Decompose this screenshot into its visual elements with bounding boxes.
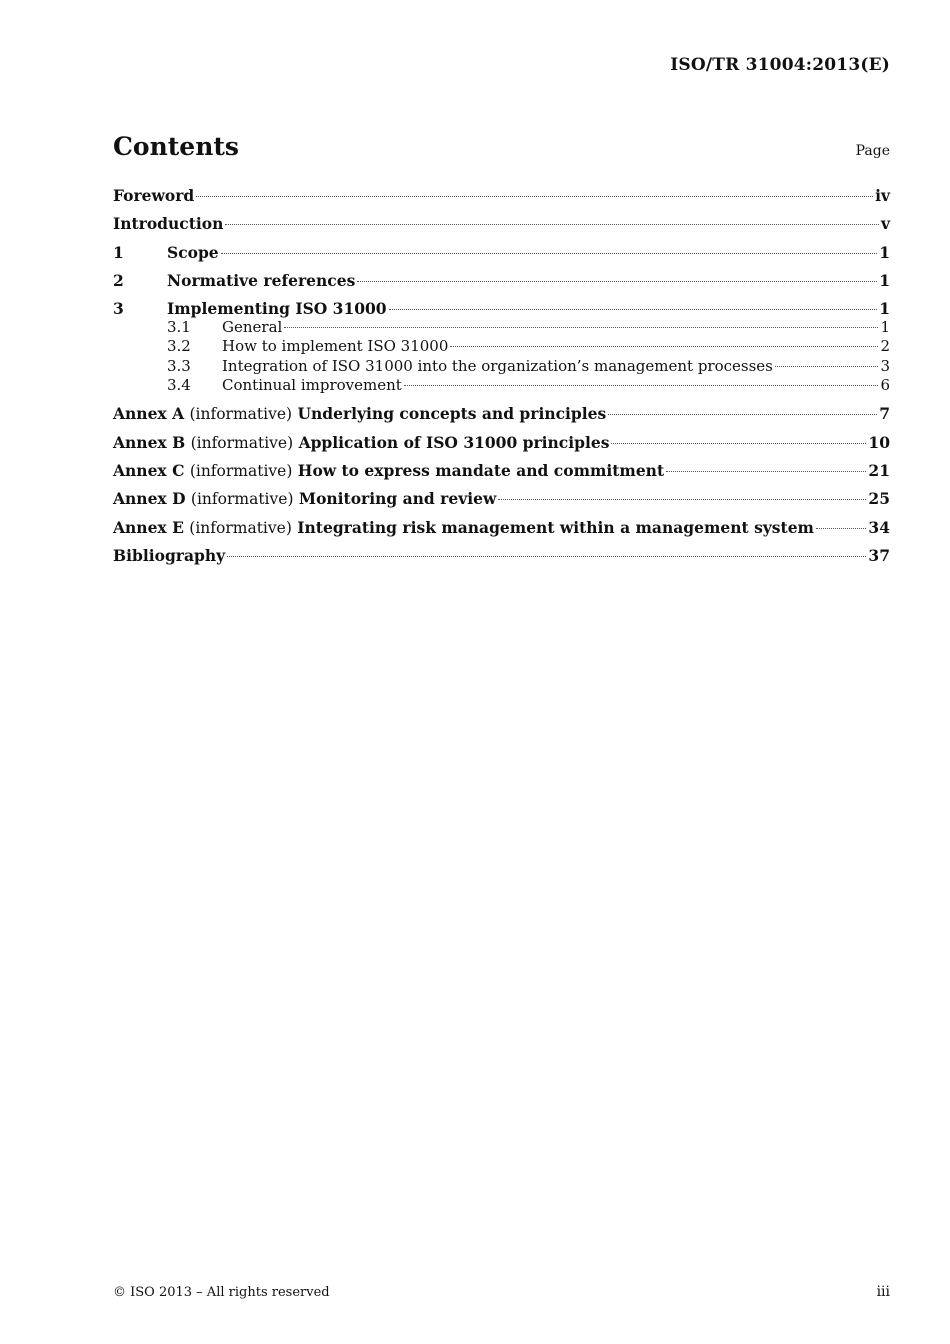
annex-kind: (informative) — [190, 433, 294, 452]
dot-leader — [357, 281, 877, 282]
toc-entry-page: iv — [875, 186, 890, 205]
annex-label: Annex D — [113, 489, 186, 509]
toc-entry-page: 1 — [880, 318, 890, 337]
toc-entry-title: Bibliography — [113, 545, 226, 565]
toc-entry-title: General — [222, 318, 283, 337]
toc-subentry-how-to-implement[interactable] — [113, 337, 890, 356]
toc-entry-page: 1 — [879, 270, 890, 290]
dot-leader — [284, 327, 878, 328]
dot-leader — [196, 196, 873, 197]
dot-leader — [389, 309, 878, 310]
dot-leader — [404, 385, 879, 386]
copyright-notice: © ISO 2013 – All rights reserved — [113, 1285, 330, 1300]
toc-subentry-integration[interactable] — [113, 357, 890, 376]
toc-entry-bibliography[interactable] — [113, 545, 890, 573]
annex-kind: (informative) — [189, 405, 293, 424]
dot-leader — [666, 471, 866, 472]
toc-entry-annex-c[interactable] — [113, 460, 890, 488]
document-id: ISO/TR 31004:2013(E) — [670, 55, 890, 75]
dot-leader — [227, 556, 866, 557]
toc-entry-annex-b[interactable] — [113, 432, 890, 460]
toc-entry-page: 21 — [868, 460, 890, 480]
dot-leader — [816, 528, 866, 529]
toc-entry-page: 1 — [879, 242, 890, 262]
annex-label: Annex E — [113, 517, 184, 537]
dot-leader — [221, 253, 878, 254]
toc-entry-page: 2 — [880, 337, 890, 356]
toc-entry-title: Integrating risk management within a management system — [297, 517, 814, 537]
annex-label: Annex B — [113, 432, 186, 452]
toc-entry-annex-e[interactable] — [113, 517, 890, 545]
toc-entry-annex-a[interactable] — [113, 403, 890, 431]
toc-entry-page: 3 — [880, 356, 890, 375]
toc-subentry-continual-improvement[interactable] — [113, 376, 890, 395]
toc-entry-title: Scope — [167, 242, 219, 262]
annex-kind: (informative) — [189, 461, 293, 480]
toc-entry-page: 25 — [868, 489, 890, 509]
dot-leader — [608, 414, 877, 415]
table-of-contents — [113, 185, 890, 573]
toc-entry-annex-d[interactable] — [113, 488, 890, 516]
dot-leader — [775, 366, 879, 367]
toc-entry-page: 1 — [879, 299, 890, 319]
toc-entry-title: Normative references — [167, 270, 356, 290]
annex-kind: (informative) — [190, 490, 294, 509]
toc-entry-title: Application of ISO 31000 principles — [298, 432, 610, 452]
toc-entry-number: 1 — [113, 242, 124, 262]
toc-entry-implementing[interactable] — [113, 298, 890, 318]
annex-label: Annex A — [113, 404, 185, 424]
toc-entry-scope[interactable] — [113, 242, 890, 270]
toc-entry-page: 7 — [879, 404, 890, 424]
toc-entry-number: 3.3 — [167, 356, 191, 375]
toc-entry-title: How to express mandate and commitment — [297, 460, 665, 480]
toc-entry-page: 34 — [868, 517, 890, 537]
toc-entry-introduction[interactable] — [113, 213, 890, 241]
toc-entry-title: Monitoring and review — [298, 489, 497, 509]
toc-entry-normative-references[interactable] — [113, 270, 890, 298]
dot-leader — [498, 499, 866, 500]
dot-leader — [611, 443, 866, 444]
dot-leader — [225, 224, 879, 225]
toc-entry-foreword[interactable] — [113, 185, 890, 213]
toc-entry-number: 2 — [113, 270, 124, 290]
page-column-label: Page — [855, 143, 890, 159]
toc-entry-page: v — [880, 214, 890, 234]
toc-entry-title: Integration of ISO 31000 into the organization’s management processes — [222, 356, 773, 375]
toc-entry-title: Underlying concepts and principles — [297, 404, 607, 424]
toc-entry-page: 10 — [868, 432, 890, 452]
toc-entry-title: Introduction — [113, 214, 224, 234]
annex-label: Annex C — [113, 460, 185, 480]
page-number: iii — [876, 1284, 890, 1300]
toc-entry-title: Implementing ISO 31000 — [167, 299, 387, 319]
toc-entry-title: Foreword — [113, 186, 195, 205]
toc-entry-title: Continual improvement — [222, 376, 402, 395]
toc-entry-number: 3 — [113, 299, 124, 319]
toc-entry-page: 6 — [880, 376, 890, 395]
toc-entry-number: 3.2 — [167, 337, 191, 356]
toc-entry-title: How to implement ISO 31000 — [222, 337, 449, 356]
toc-entry-number: 3.4 — [167, 376, 191, 395]
toc-entry-number: 3.1 — [167, 318, 191, 337]
annex-kind: (informative) — [189, 518, 292, 537]
toc-subentry-general[interactable] — [113, 318, 890, 337]
dot-leader — [450, 346, 878, 347]
contents-heading: Contents — [113, 132, 240, 161]
toc-entry-page: 37 — [868, 545, 890, 565]
